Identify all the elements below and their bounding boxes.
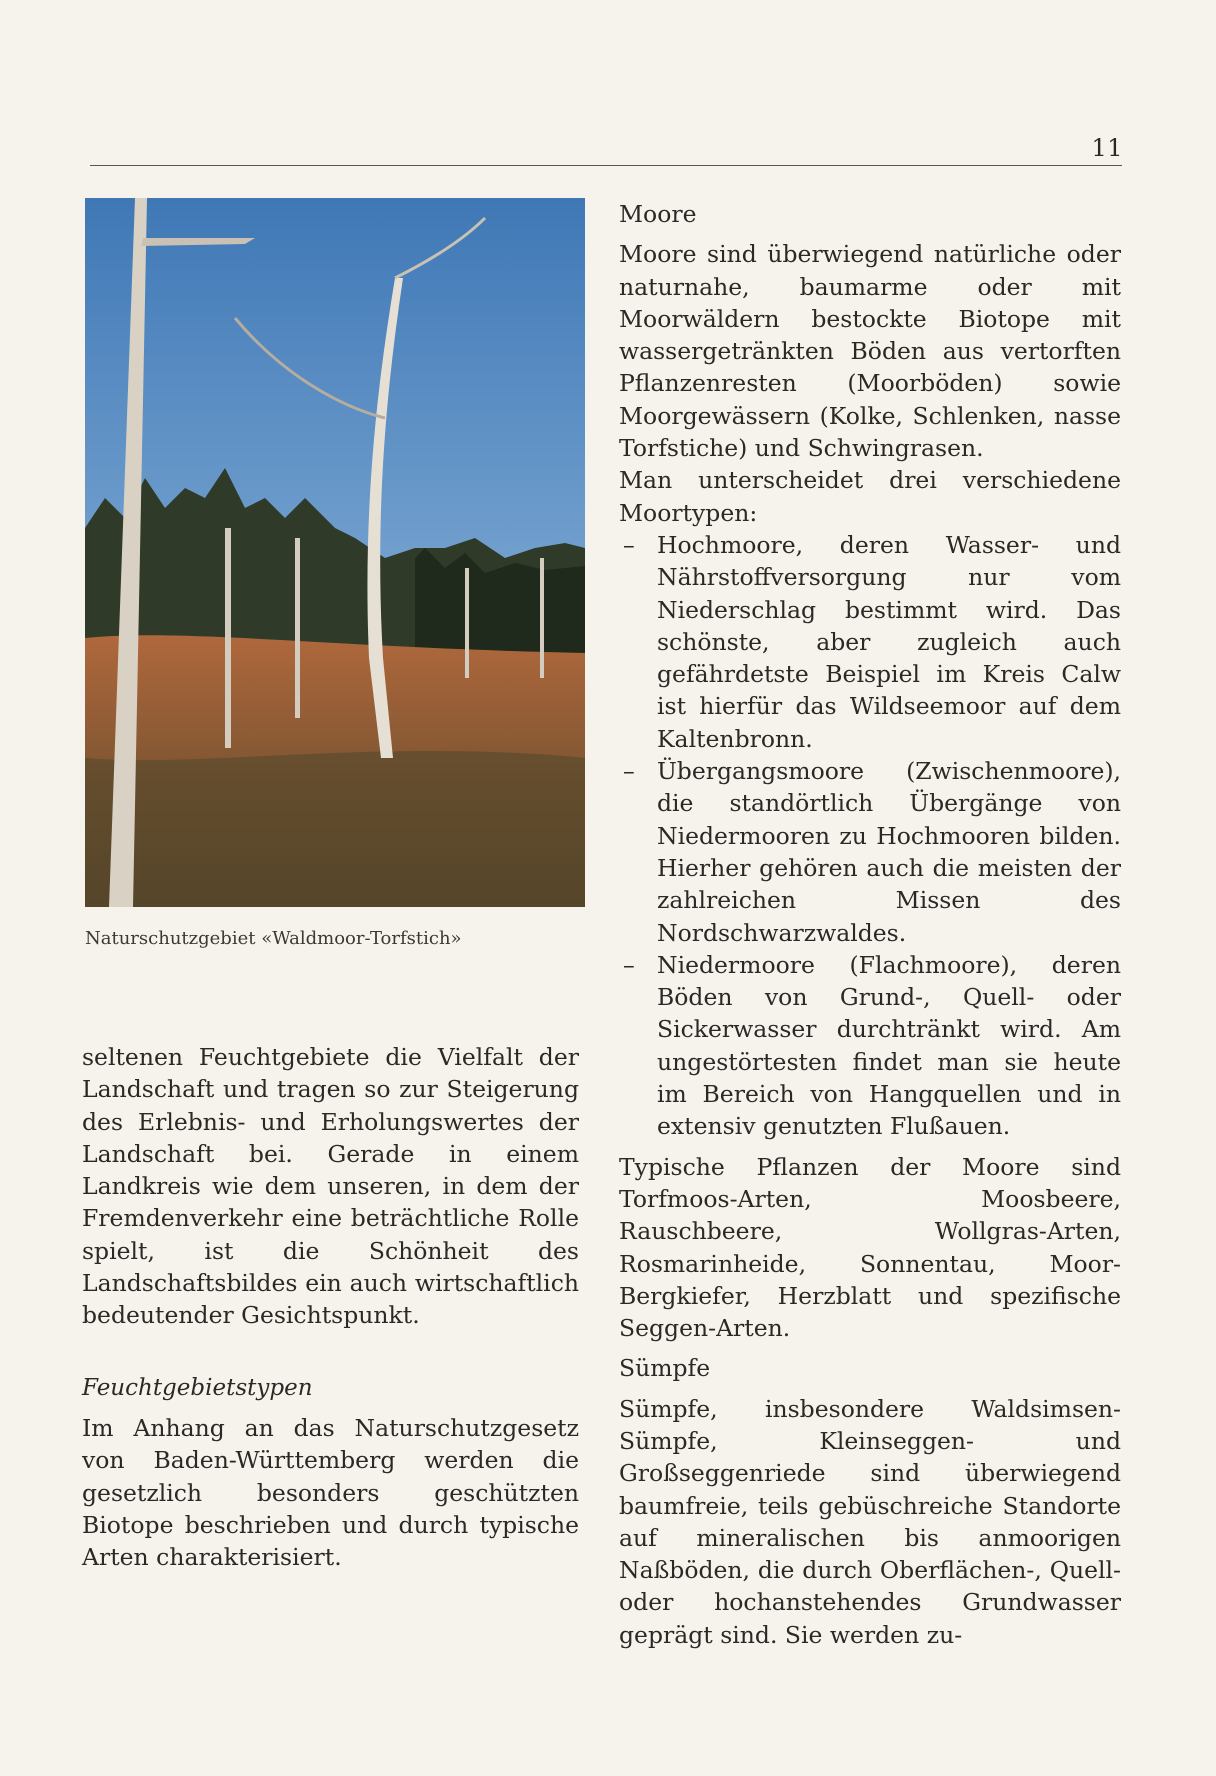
header-rule: [90, 165, 1122, 166]
photo-caption: Naturschutzgebiet «Waldmoor-Torfstich»: [85, 928, 462, 949]
moortypen-list: [619, 529, 1121, 1143]
page-number: 11: [1091, 134, 1123, 162]
paragraph-plants: Typische Pflanzen der Moore sind Torfmoos-Arten, Moosbeere, Rauschbeere, Wollgras-Arten, Rosmarinheide, Sonnentau, Moor-Bergkiefer, Herzblatt und spezifische Seggen-Arten.: [619, 1152, 1121, 1343]
moor-photo: [85, 198, 585, 907]
left-column: [82, 1041, 579, 1573]
list-item: [619, 949, 1121, 1143]
paragraph-moore: Moore sind überwiegend natürliche oder naturnahe, baumarme oder mit Moorwäldern bestockte Biotope mit wassergetränkten Böden aus vertorften Pflanzenresten (Moorböden) sowie Moorgewässern (Kolke, Schlenken, nasse Torfstiche) und Schwingrasen.: [619, 240, 1121, 463]
list-item: [619, 755, 1121, 949]
right-column: [619, 198, 1121, 1651]
heading-suempfe: Sümpfe: [619, 1354, 711, 1383]
dash-marker: –: [623, 757, 635, 786]
subheading-feuchtgebietstypen: Feuchtgebietstypen: [82, 1374, 313, 1401]
left-paragraph-1: seltenen Feuchtgebiete die Vielfalt der Landschaft und tragen so zur Steigerung des Erlebnis- und Erholungswertes der Landschaft bei. Gerade in einem Landkreis wie dem unseren, in dem der Fremdenverkehr eine beträchtliche Rolle spielt, ist die Schönheit des Landschaftsbildes ein auch wirtschaftlich bedeutender Gesichtspunkt.: [82, 1043, 579, 1330]
list-item-text: Hochmoore, deren Wasser- und Nährstoffversorgung nur vom Niederschlag bestimmt wird. Das schönste, aber zugleich auch gefährdetste Beispiel im Kreis Calw ist hierfür das Wildseemoor auf dem Kaltenbronn.: [657, 530, 1121, 753]
list-item-text: Niedermoore (Flachmoore), deren Böden von Grund-, Quell- oder Sickerwasser durchtränkt wird. Am ungestörtesten findet man sie heute im Bereich von Hangquellen und in extensiv genutzten Flußauen.: [657, 950, 1121, 1141]
paragraph-suempfe: Sümpfe, insbesondere Waldsimsen-Sümpfe, Kleinseggen- und Großseggenriede sind überwiegend baumfreie, teils gebüschreiche Standorte auf mineralischen bis anmoorigen Naßböden, die durch Oberflächen-, Quell- oder hochanstehendes Grundwasser geprägt sind. Sie werden zu-: [619, 1394, 1121, 1649]
heading-moore: Moore: [619, 200, 697, 228]
list-item: [619, 529, 1121, 755]
dash-marker: –: [623, 950, 635, 979]
left-paragraph-2: Im Anhang an das Naturschutzgesetz von Baden-Württemberg werden die gesetzlich besonders geschützten Biotope beschrieben und durch typische Arten charakterisiert.: [82, 1413, 579, 1572]
dash-marker: –: [623, 530, 635, 559]
list-item-text: Übergangsmoore (Zwischenmoore), die standörtlich Übergänge von Niedermooren zu Hochmooren bilden. Hierher gehören auch die meisten der zahlreichen Missen des Nordschwarzwaldes.: [657, 757, 1121, 947]
paragraph-intro-types: Man unterscheidet drei verschiedene Moortypen:: [619, 466, 1121, 527]
